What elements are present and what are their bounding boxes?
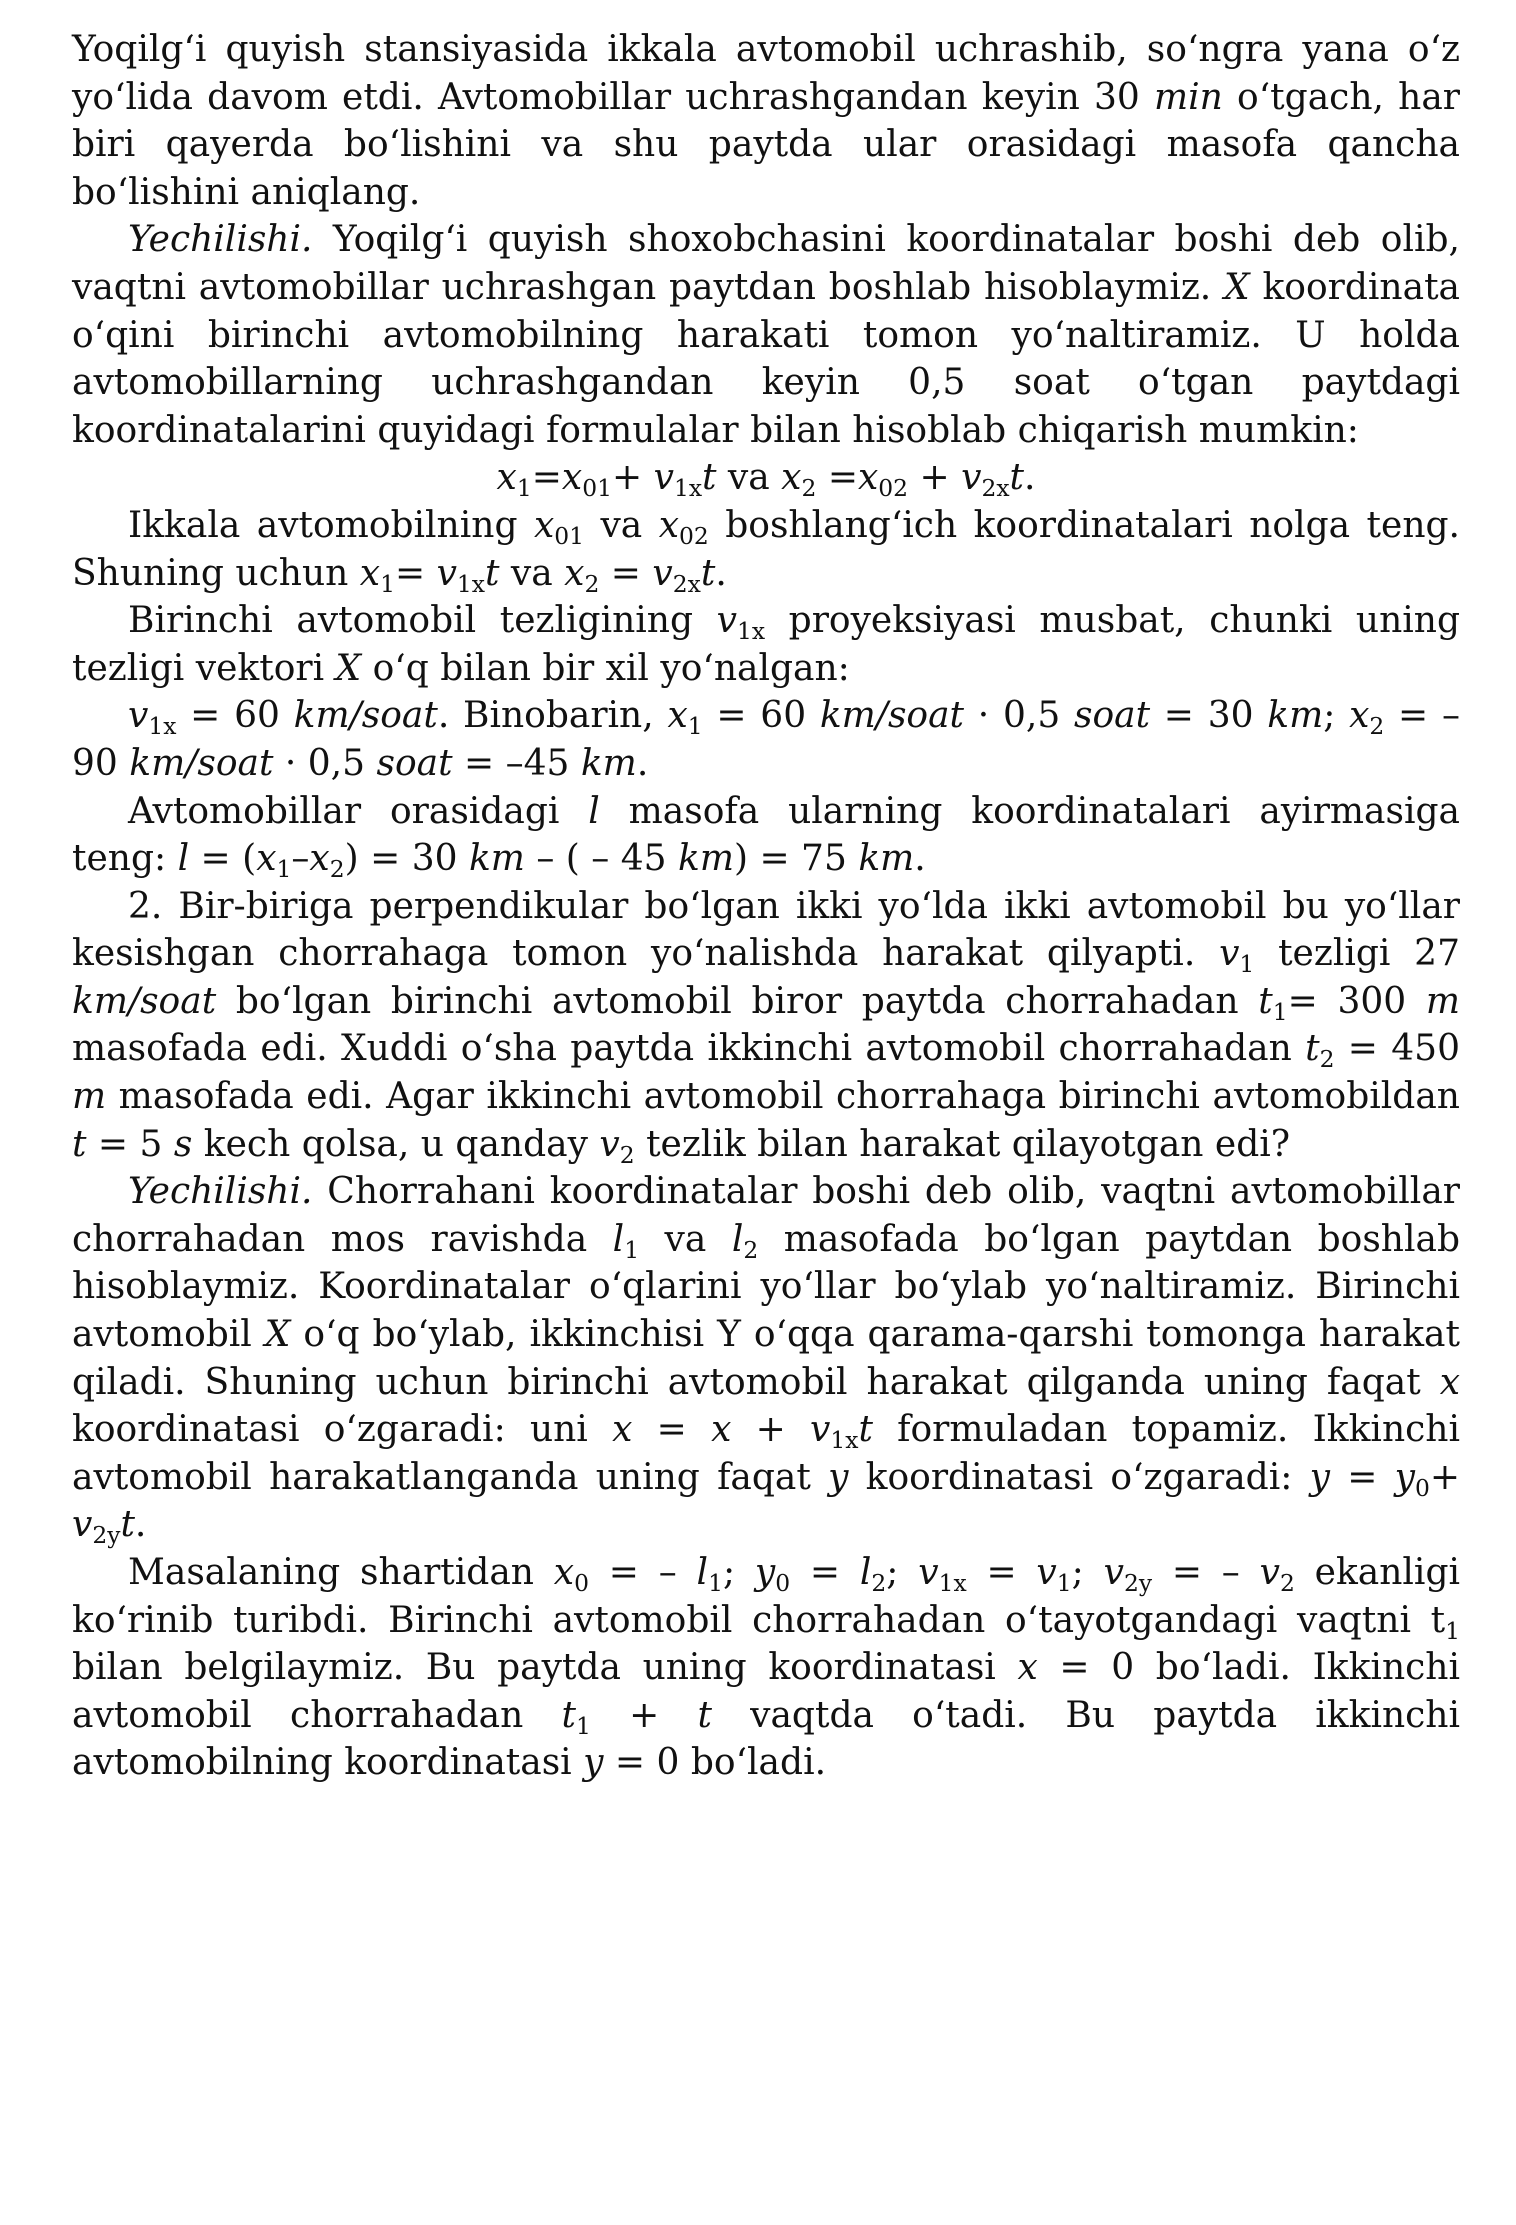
paragraph-solution-1: Yechilishi. Yoqilg‘i quyish shoxobchasini koordinatalar boshi deb olib, vaqtni avtomobillar uchrashgan paytdan boshlab hisoblaymiz. X koordinata o‘qini birinchi avtomobilning harakati tomon yo‘naltiramiz. U holda avtomobillarning uchrashgandan keyin 0,5 soat o‘tgan paytdagi koordinatalarini quyidagi formulalar bilan hisoblab chiqarish mumkin:: [72, 219, 1460, 451]
paragraph-calculation: $v_{1x} = 60$ km/soat. Binobarin, $x_1 = 60$ km/soat · 0,5 soat = 30 km; $x_2 = -90$ km/soat · 0,5 soat = –45 km.: [72, 695, 1460, 784]
paragraph-problem-2: 2. Bir-biriga perpendikular bo‘lgan ikki yo‘lda ikki avtomobil bu yo‘llar kesishgan chorrahaga tomon yo‘nalishda harakat qilyapti. $v_1$ tezligi 27 km/soat bo‘lgan birinchi avtomobil biror paytda chorrahadan $t_1= 300$ m masofada edi. Xuddi o‘sha paytda ikkinchi avtomobil chorrahadan $t_2 = 450$ m masofada edi. Agar ikkinchi avtomobil chorrahaga birinchi avtomobildan t = 5 s kech qolsa, u qanday $v_2$ tezlik bilan harakat qilayotgan edi?: [72, 885, 1461, 1169]
paragraph-conditions: Masalaning shartidan $x_0$ = – $l_1$; $y_0 = l_2$; $v_{1x} = v_1$; $v_{2y}$ = – $v_2$ ekanligi ko‘rinib turibdi. Birinchi avtomobil chorrahadan o‘tayotgandagi vaqtni $t_1$ bilan belgilaymiz. Bu paytda uning koordinatasi x = 0 bo‘ladi. Ikkinchi avtomobil chorrahadan $t_1 + t$ vaqtda o‘tadi. Bu paytda ikkinchi avtomobilning koordinatasi y = 0 bo‘ladi.: [72, 1552, 1460, 1784]
paragraph-distance: Avtomobillar orasidagi l masofa ularning koordinatalari ayirmasiga teng: $l = (x_1-x_2) = 30$ km – ( – 45 km) = 75 km.: [72, 790, 1460, 884]
formula-coordinates: $x_1=x_{01}+ v_{1x}t$ va $x_2 =x_{02} + v_{2x}t$.: [496, 457, 1036, 503]
paragraph-solution-2: Yechilishi. Chorrahani koordinatalar boshi deb olib, vaqtni avtomobillar chorrahadan mos ravishda $l_1$ va $l_2$ masofada bo‘lgan paytdan boshlab hisoblaymiz. Koordinatalar o‘qlarini yo‘llar bo‘ylab yo‘naltiramiz. Birinchi avtomobil X o‘q bo‘ylab, ikkinchisi Y o‘qqa qarama-qarshi tomonga harakat qiladi. Shuning uchun birinchi avtomobil harakat qilganda uning faqat x koordinatasi o‘zgaradi: uni $x = x + v_{1x}t$ formuladan topamiz. Ikkinchi avtomobil harakatlanganda uning faqat y koordinatasi o‘zgaradi: $y = y_0+ v_{2y}t$.: [72, 1171, 1461, 1550]
paragraph-velocity-projection: Birinchi avtomobil tezligining $v_{1x}$ proyeksiyasi musbat, chunki uning tezligi vektori X o‘q bilan bir xil yo‘nalgan:: [72, 600, 1460, 689]
paragraph-initial-coordinates: Ikkala avtomobilning $x_{01}$ va $x_{02}$ boshlang‘ich koordinatalari nolga teng. Shuning uchun $x_1= v_{1x}t$ va $x_2 = v_{2x}t$.: [72, 504, 1461, 598]
paragraph-problem-statement: Yoqilg‘i quyish stansiyasida ikkala avtomobil uchrashib, so‘ngra yana o‘z yo‘lida davom etdi. Avtomobillar uchrashgandan keyin 30 min o‘tgach, har biri qayerda bo‘lishini va shu paytda ular orasidagi masofa qancha bo‘lishini aniqlang.: [72, 29, 1460, 213]
